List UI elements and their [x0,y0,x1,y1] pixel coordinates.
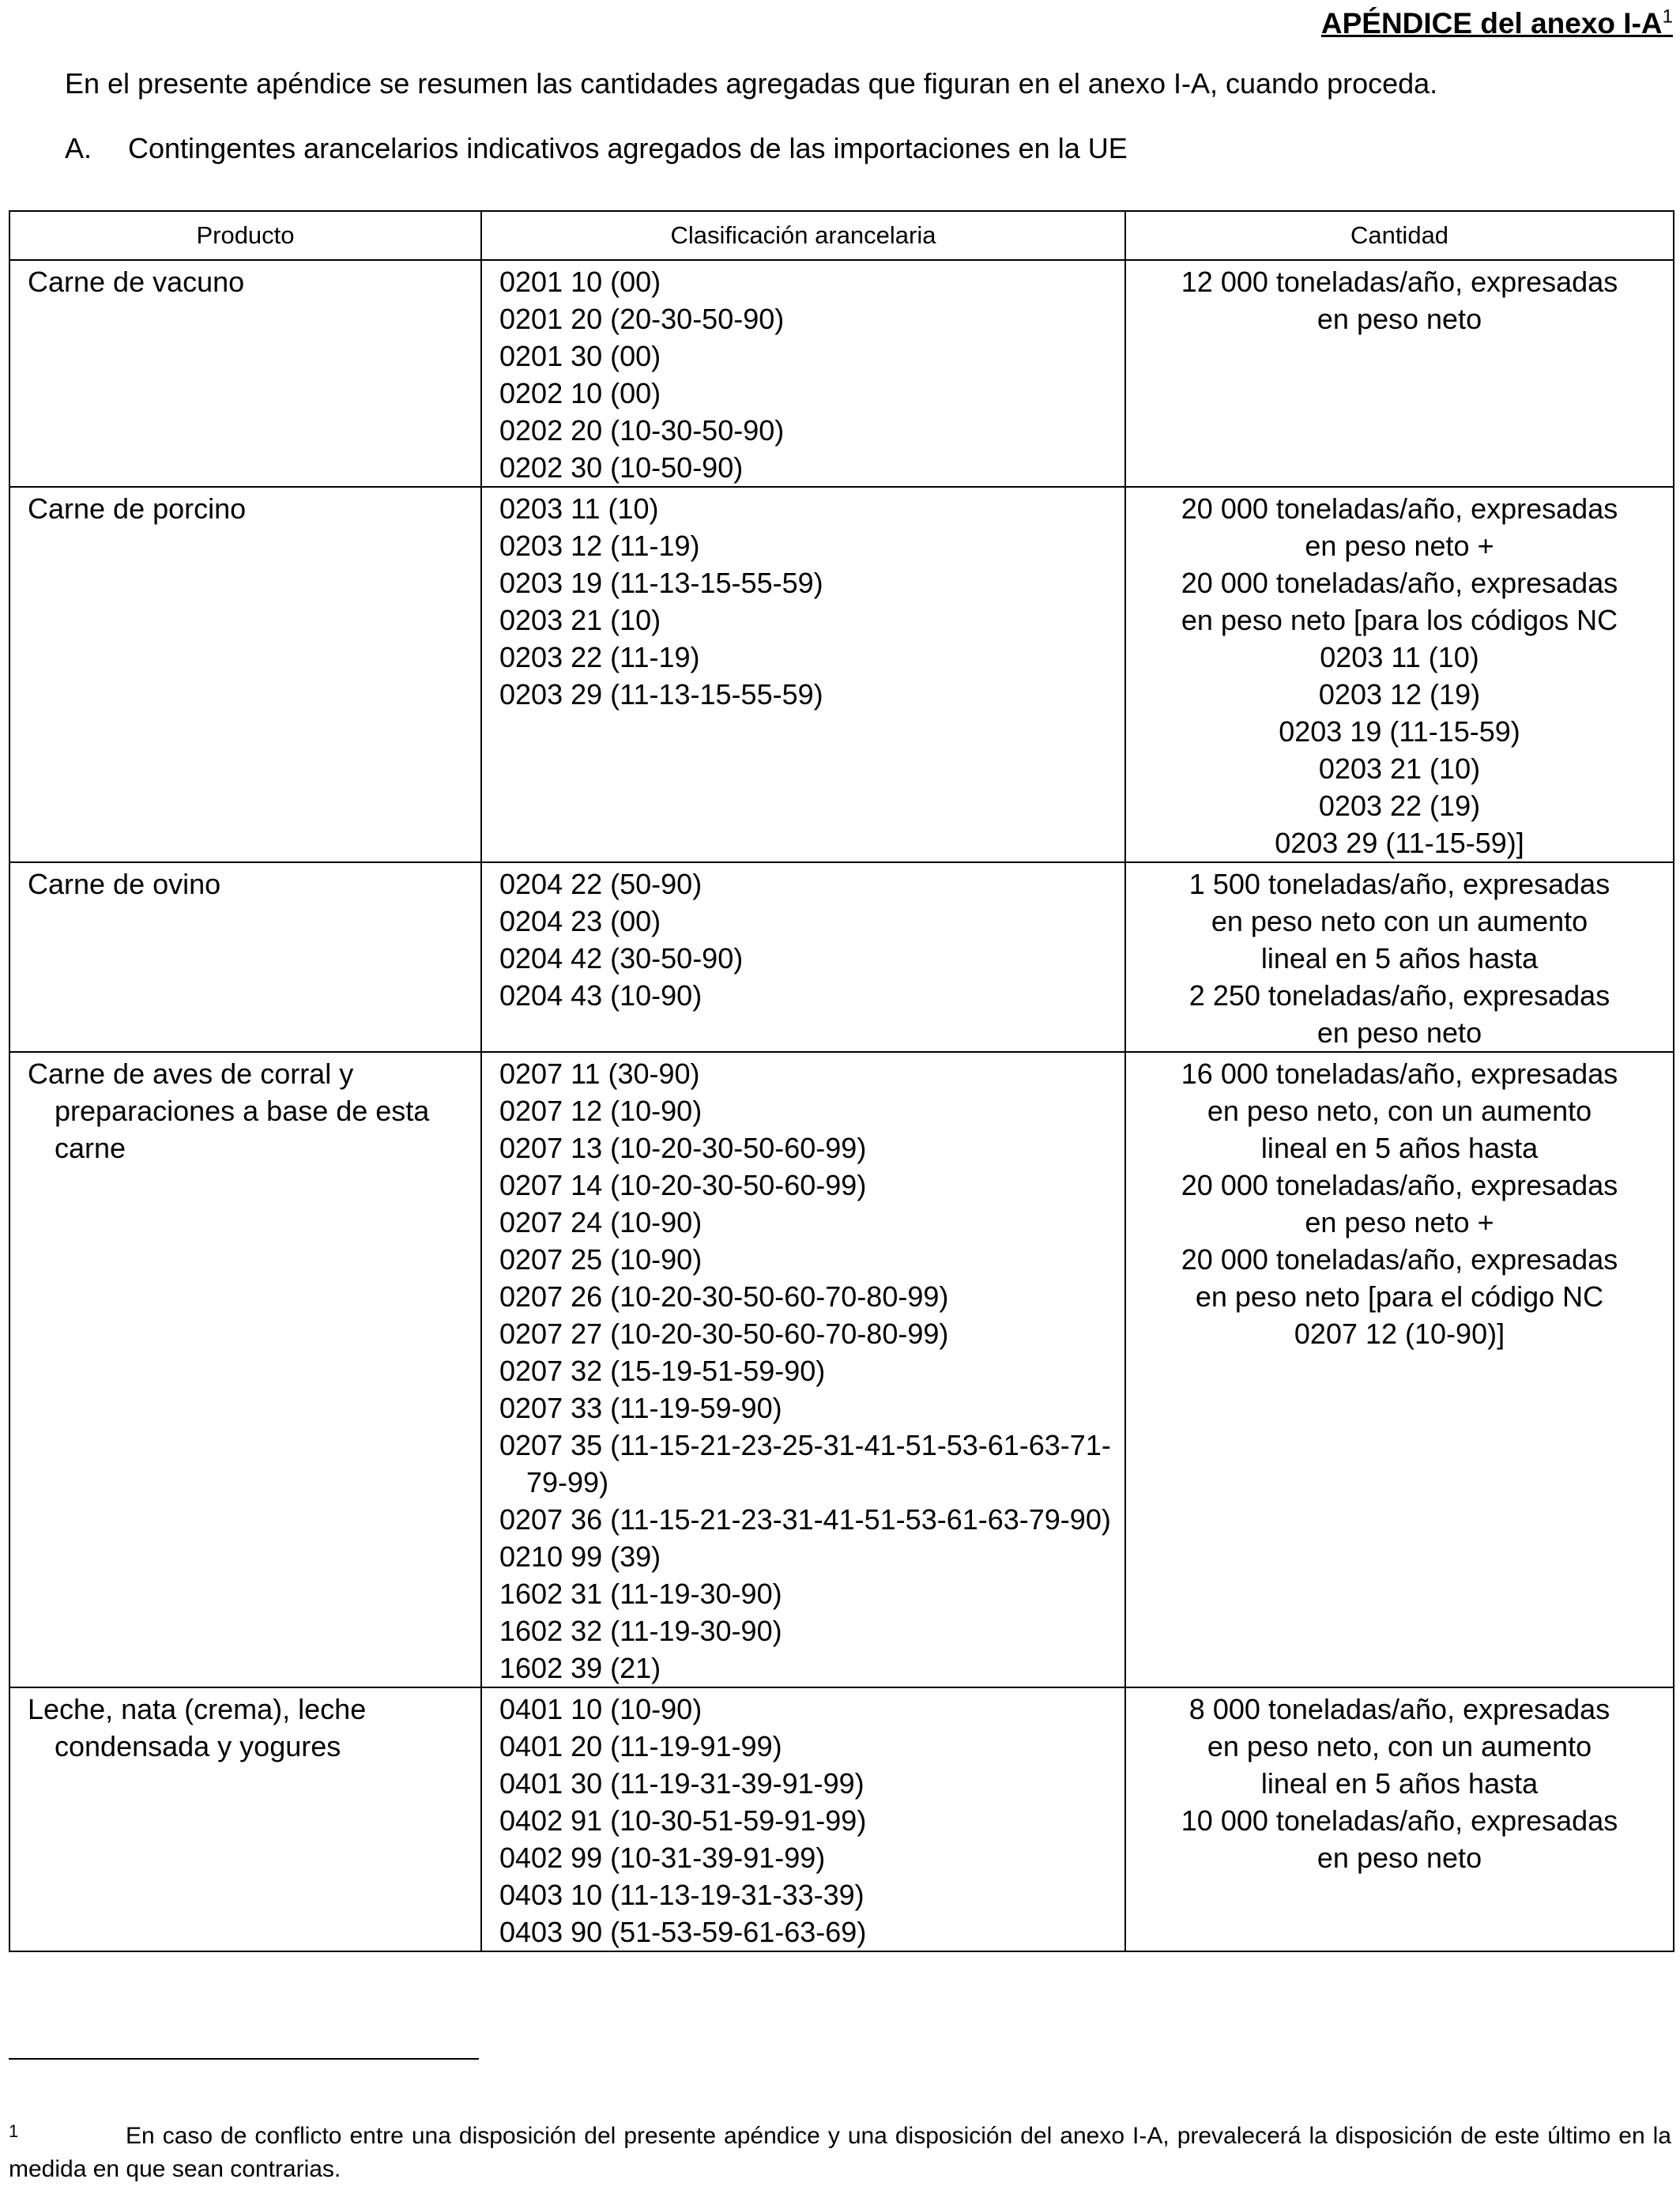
quantity-line: 0203 12 (19) [1318,678,1481,711]
appendix-title: APÉNDICE del anexo I-A [1320,7,1663,40]
footnote-reference[interactable]: 1 [1662,6,1673,28]
product-cell [9,487,481,862]
quantity-line: lineal en 5 años hasta [1260,942,1539,974]
product-name: Leche, nata (crema), leche condensada y yogures [28,1693,367,1762]
tariff-code: 0202 20 (10-30-50-90) [499,414,785,447]
classification-cell [481,487,1125,862]
section-heading [65,131,1128,165]
footnote-number: 1 [9,2121,19,2141]
quantity-line: 12 000 toneladas/año, expresadas [1181,266,1618,298]
tariff-quota-table [9,210,1674,1952]
tariff-code: 0207 14 (10-20-30-50-60-99) [499,1169,867,1201]
classification-cell [481,1052,1125,1687]
classification-cell [481,260,1125,487]
quantity-line: 0203 11 (10) [1320,641,1479,673]
product-cell [9,1687,481,1951]
quantity-line: 20 000 toneladas/año, expresadas [1181,1169,1618,1201]
quantity-line: en peso neto, con un aumento [1207,1095,1592,1127]
tariff-code: 0207 35 (11-15-21-23-25-31-41-51-53-61-63-71-79-99) [499,1429,1111,1498]
quantity-line: lineal en 5 años hasta [1260,1767,1539,1800]
tariff-code: 0402 99 (10-31-39-91-99) [499,1842,826,1874]
table-row [9,1687,1674,1951]
tariff-code: 0203 19 (11-13-15-55-59) [499,567,823,599]
quantity-line: 8 000 toneladas/año, expresadas [1188,1693,1610,1725]
product-cell [9,862,481,1052]
table-row [9,1052,1674,1687]
quantity-cell [1125,487,1674,862]
tariff-code: 0203 12 (11-19) [499,530,700,562]
footnote [9,2120,1671,2186]
classification-cell [481,1687,1125,1951]
quantity-line: 0203 29 (11-15-59)] [1275,827,1524,859]
quantity-line: en peso neto [1317,1016,1482,1049]
section-letter: A. [65,132,92,164]
quantity-line: 20 000 toneladas/año, expresadas [1181,1243,1618,1276]
appendix-heading [1321,6,1673,41]
quantity-line: en peso neto [1317,303,1482,335]
table-header-row [9,211,1674,260]
tariff-code: 0207 12 (10-90) [499,1095,703,1127]
tariff-code: 0207 11 (30-90) [499,1057,700,1090]
classification-cell [481,862,1125,1052]
table-row [9,487,1674,862]
tariff-code: 0207 32 (15-19-51-59-90) [499,1355,826,1387]
tariff-code: 0207 13 (10-20-30-50-60-99) [499,1132,867,1164]
quantity-line: en peso neto, con un aumento [1207,1730,1592,1762]
tariff-code: 0207 25 (10-90) [499,1243,703,1276]
tariff-code: 0201 30 (00) [499,340,661,372]
quantity-line: 1 500 toneladas/año, expresadas [1188,868,1610,900]
tariff-code: 1602 32 (11-19-30-90) [499,1615,782,1647]
product-name: Carne de porcino [28,492,247,525]
tariff-code: 0203 11 (10) [499,492,659,525]
tariff-code: 0201 10 (00) [499,266,661,298]
quantity-line: 0203 21 (10) [1318,752,1481,785]
column-header-quantity: Cantidad [1125,211,1674,260]
footnote-text: En caso de conflicto entre una disposición del presente apéndice y una disposición del anexo I-A, prevalecerá la disposición de este último en la medida en que sean contrarias. [9,2123,1671,2182]
quantity-line: 0203 22 (19) [1318,790,1481,822]
tariff-code: 0201 20 (20-30-50-90) [499,303,785,335]
quantity-line: en peso neto [para los códigos NC [1181,604,1618,636]
tariff-code: 0202 10 (00) [499,377,661,409]
tariff-code: 0202 30 (10-50-90) [499,451,744,484]
quantity-line: 10 000 toneladas/año, expresadas [1181,1804,1618,1837]
table-body [9,260,1674,1951]
quantity-cell [1125,1687,1674,1951]
tariff-code: 0204 43 (10-90) [499,979,703,1012]
quantity-line: en peso neto + [1305,530,1494,562]
quantity-line: 20 000 toneladas/año, expresadas [1181,567,1618,599]
tariff-code: 0403 90 (51-53-59-61-63-69) [499,1916,867,1948]
quantity-line: lineal en 5 años hasta [1260,1132,1539,1164]
tariff-code: 0204 22 (50-90) [499,868,703,900]
quantity-line: 16 000 toneladas/año, expresadas [1181,1057,1618,1090]
column-header-classification: Clasificación arancelaria [481,211,1125,260]
tariff-code: 0204 23 (00) [499,905,661,937]
product-name: Carne de aves de corral y preparaciones a base de esta carne [28,1057,430,1164]
quantity-line: 2 250 toneladas/año, expresadas [1188,979,1610,1012]
quantity-line: en peso neto [para el código NC [1195,1280,1604,1313]
tariff-code: 0210 99 (39) [499,1540,661,1573]
tariff-code: 0401 20 (11-19-91-99) [499,1730,782,1762]
tariff-code: 0204 42 (30-50-90) [499,942,744,974]
quantity-line: en peso neto + [1305,1206,1494,1238]
footnote-separator [9,2058,479,2060]
column-header-product: Producto [9,211,481,260]
tariff-code: 0207 36 (11-15-21-23-31-41-51-53-61-63-79-90) [499,1503,1111,1536]
section-title: Contingentes arancelarios indicativos agregados de las importaciones en la UE [128,132,1128,164]
quantity-line: 20 000 toneladas/año, expresadas [1181,492,1618,525]
tariff-code: 0402 91 (10-30-51-59-91-99) [499,1804,867,1837]
tariff-code: 1602 39 (21) [499,1652,661,1684]
tariff-code: 0203 29 (11-13-15-55-59) [499,678,823,711]
tariff-code: 0207 26 (10-20-30-50-60-70-80-99) [499,1280,949,1313]
tariff-code: 0401 10 (10-90) [499,1693,703,1725]
tariff-code: 1602 31 (11-19-30-90) [499,1578,782,1610]
product-name: Carne de vacuno [28,266,245,298]
intro-paragraph: En el presente apéndice se resumen las cantidades agregadas que figuran en el anexo I-A, cuando proceda. [65,67,1438,100]
tariff-code: 0207 33 (11-19-59-90) [499,1392,782,1424]
quantity-line: en peso neto [1317,1842,1482,1874]
table-row [9,260,1674,487]
tariff-code: 0203 22 (11-19) [499,641,700,673]
quantity-cell [1125,862,1674,1052]
tariff-code: 0401 30 (11-19-31-39-91-99) [499,1767,864,1800]
quantity-line: 0207 12 (10-90)] [1294,1318,1505,1350]
quantity-cell [1125,260,1674,487]
quantity-line: en peso neto con un aumento [1211,905,1588,937]
product-cell [9,1052,481,1687]
product-name: Carne de ovino [28,868,221,900]
tariff-code: 0207 24 (10-90) [499,1206,703,1238]
product-cell [9,260,481,487]
quantity-cell [1125,1052,1674,1687]
tariff-code: 0403 10 (11-13-19-31-33-39) [499,1879,864,1911]
quantity-line: 0203 19 (11-15-59) [1279,715,1520,748]
tariff-code: 0203 21 (10) [499,604,661,636]
tariff-code: 0207 27 (10-20-30-50-60-70-80-99) [499,1318,949,1350]
table-row [9,862,1674,1052]
